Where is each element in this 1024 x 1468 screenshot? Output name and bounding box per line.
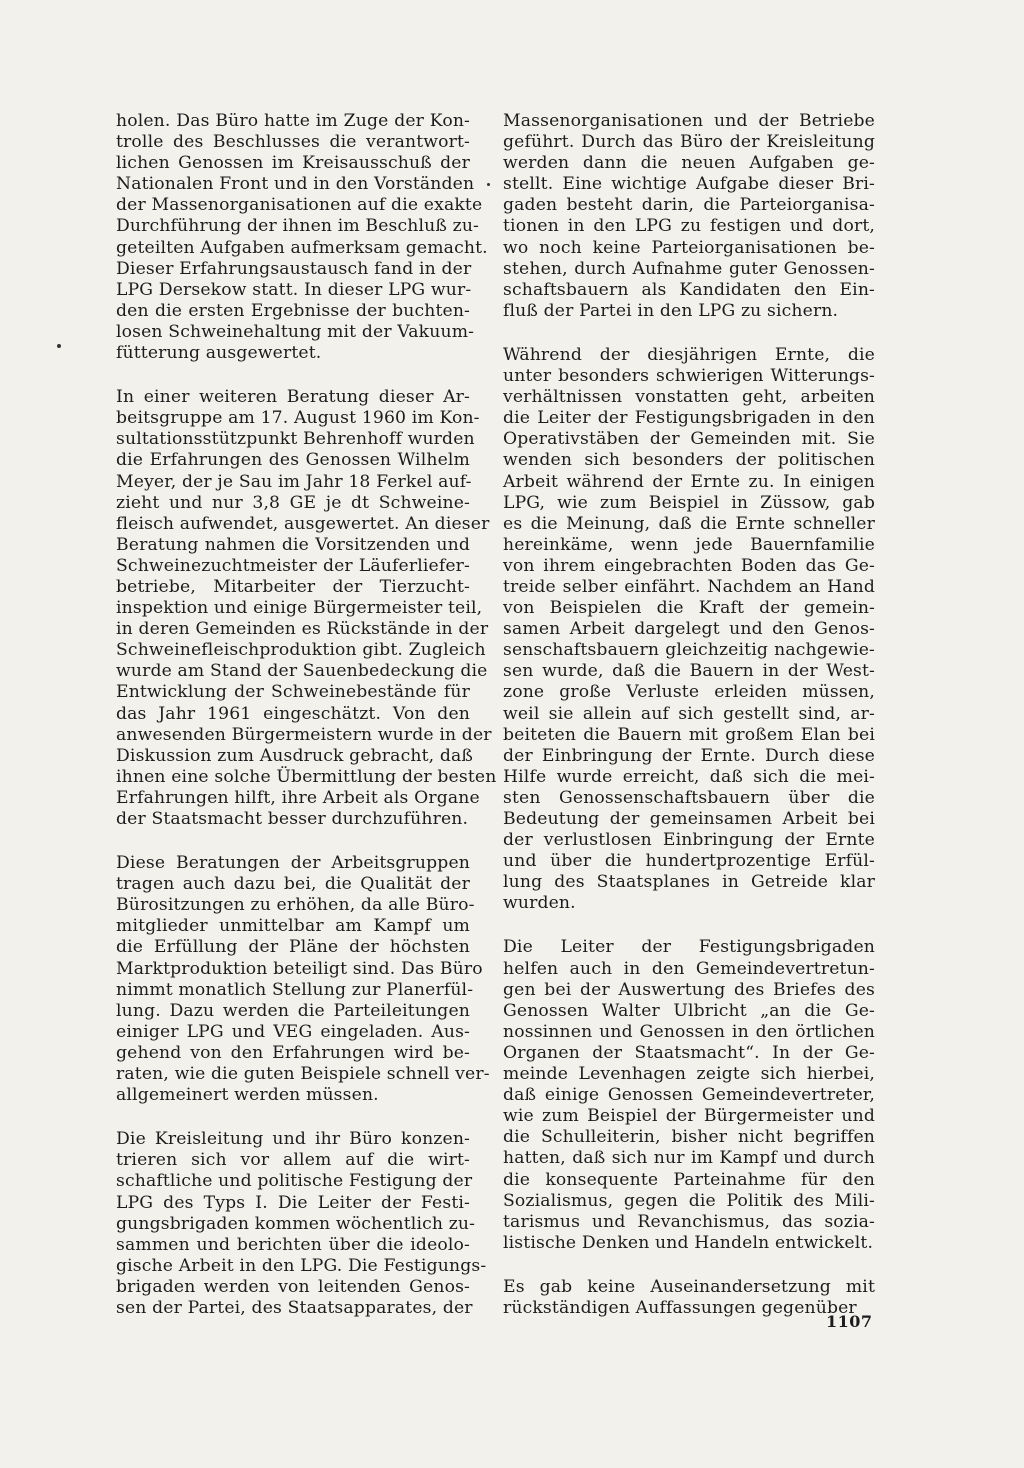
- text-line: Bedeutung der gemeinsamen Arbeit bei: [503, 809, 875, 829]
- text-line: wie zum Beispiel der Bürgermeister und: [503, 1106, 875, 1127]
- text-line: nossinnen und Genossen in den örtlichen: [503, 1021, 875, 1042]
- text-line: tarismus und Revanchismus, das sozia-: [503, 1211, 875, 1232]
- text-line: hatten, daß sich nur im Kampf und durch: [503, 1148, 875, 1169]
- text-line: Entwicklung der Schweinebestände für: [116, 682, 470, 703]
- text-line: von ihrem eingebrachten Boden das Ge-: [503, 555, 875, 576]
- text-line: Diskussion zum Ausdruck gebracht, daß: [116, 745, 474, 766]
- text-line: Genossen Walter Ulbricht „an die Ge-: [503, 1000, 875, 1021]
- text-line: gehend von den Erfahrungen wird be-: [116, 1042, 470, 1063]
- text-line: schaftliche und politische Festigung der: [116, 1171, 473, 1192]
- text-line: fluß der Partei in den LPG zu sichern.: [503, 300, 839, 321]
- text-line: ihnen eine solche Übermittlung der besten: [116, 766, 497, 787]
- text-line: die Leiter der Festigungsbrigaden in den: [503, 408, 875, 429]
- paragraph: [503, 937, 875, 1253]
- text-line: von Beispielen die Kraft der gemein-: [503, 598, 875, 619]
- text-line: sen der Partei, des Staatsapparates, der: [116, 1297, 473, 1318]
- text-line: zieht und nur 3,8 GE je dt Schweine-: [116, 492, 470, 513]
- paragraph: [116, 853, 490, 1106]
- text-line: tionen in den LPG zu festigen und dort,: [503, 216, 875, 237]
- text-line: gen bei der Auswertung des Briefes des: [503, 979, 875, 1000]
- text-line: die Erfüllung der Pläne der höchsten: [116, 937, 470, 958]
- text-line: beiteten die Bauern mit großem Elan bei: [503, 724, 875, 745]
- text-line: lung des Staatsplanes in Getreide klar: [503, 872, 875, 893]
- page-number: 1107: [826, 1312, 873, 1331]
- text-line: wenden sich besonders der politischen: [503, 450, 875, 471]
- text-line: Beratung nahmen die Vorsitzenden und: [116, 534, 470, 555]
- text-line: Meyer, der je Sau im Jahr 18 Ferkel auf-: [116, 471, 472, 492]
- text-line: sammen und berichten über die ideolo-: [116, 1234, 470, 1255]
- text-line: hereinkäme, wenn jede Bauernfamilie: [503, 534, 875, 555]
- text-line: geteilten Aufgaben aufmerksam gemacht.: [116, 237, 488, 258]
- paragraph: [503, 111, 875, 322]
- text-line: listische Denken und Handeln entwickelt.: [503, 1232, 874, 1253]
- text-line: Bürositzungen zu erhöhen, da alle Büro-: [116, 895, 475, 916]
- text-line: Während der diesjährigen Ernte, die: [503, 344, 875, 365]
- text-line: anwesenden Bürgermeistern wurde in der: [116, 724, 492, 745]
- text-line: Organen der Staatsmacht“. In der Ge-: [503, 1042, 875, 1063]
- text-line: die Schulleiterin, bisher nicht begriffen: [503, 1127, 875, 1148]
- text-line: schaftsbauern als Kandidaten den Ein-: [503, 279, 875, 300]
- text-line: fleisch aufwendet, ausgewertet. An dieser: [116, 513, 490, 534]
- text-line: der verlustlosen Einbringung der Ernte: [503, 830, 875, 851]
- right-column: [503, 111, 875, 1342]
- text-line: den die ersten Ergebnisse der buchten-: [116, 300, 470, 321]
- text-line: gaden besteht darin, die Parteiorganisa-: [503, 195, 875, 216]
- text-line: das Jahr 1961 eingeschätzt. Von den: [116, 703, 470, 724]
- text-line: der Einbringung der Ernte. Durch diese: [503, 745, 875, 766]
- text-line: LPG Dersekow statt. In dieser LPG wur-: [116, 279, 472, 300]
- text-line: in deren Gemeinden es Rückstände in der: [116, 619, 489, 640]
- text-line: helfen auch in den Gemeindevertretun-: [503, 958, 875, 979]
- text-line: daß einige Genossen Gemeindevertreter,: [503, 1085, 875, 1106]
- text-line: losen Schweinehaltung mit der Vakuum-: [116, 321, 475, 342]
- scan-speck: [57, 344, 61, 348]
- text-line: Die Kreisleitung und ihr Büro konzen-: [116, 1129, 470, 1150]
- text-line: fütterung ausgewertet.: [116, 343, 322, 364]
- text-line: treide selber einfährt. Nachdem an Hand: [503, 576, 875, 597]
- text-line: stehen, durch Aufnahme guter Genossen-: [503, 258, 875, 279]
- text-line: allgemeinert werden müssen.: [116, 1085, 379, 1106]
- text-line: inspektion und einige Bürgermeister teil,: [116, 598, 483, 619]
- paragraph: [116, 1129, 487, 1319]
- text-line: Die Leiter der Festigungsbrigaden: [503, 937, 875, 958]
- text-line: wo noch keine Parteiorganisationen be-: [503, 237, 875, 258]
- text-line: Operativstäben der Gemeinden mit. Sie: [503, 429, 875, 450]
- text-line: Sozialismus, gegen die Politik des Mili-: [503, 1190, 875, 1211]
- paragraph: [503, 1277, 875, 1319]
- text-line: Arbeit während der Ernte zu. In einigen: [503, 471, 875, 492]
- scan-speck: [487, 183, 490, 186]
- text-line: trolle des Beschlusses die verantwort-: [116, 132, 470, 153]
- text-line: Durchführung der ihnen im Beschluß zu-: [116, 216, 479, 237]
- text-line: die Erfahrungen des Genossen Wilhelm: [116, 450, 470, 471]
- text-line: verhältnissen vonstatten geht, arbeiten: [503, 387, 875, 408]
- text-line: geführt. Durch das Büro der Kreisleitung: [503, 132, 875, 153]
- text-line: tragen auch dazu bei, die Qualität der: [116, 874, 470, 895]
- text-line: der Staatsmacht besser durchzuführen.: [116, 809, 469, 829]
- text-line: zone große Verluste erleiden müssen,: [503, 682, 875, 703]
- text-line: holen. Das Büro hatte im Zuge der Kon-: [116, 111, 470, 131]
- text-line: Hilfe wurde erreicht, daß sich die mei-: [503, 766, 875, 787]
- text-line: einiger LPG und VEG eingeladen. Aus-: [116, 1021, 470, 1042]
- text-line: Erfahrungen hilft, ihre Arbeit als Organe: [116, 787, 480, 808]
- text-line: Nationalen Front und in den Vorständen: [116, 174, 475, 195]
- text-line: meinde Levenhagen zeigte sich hierbei,: [503, 1064, 875, 1085]
- text-line: stellt. Eine wichtige Aufgabe dieser Bri-: [503, 174, 875, 195]
- text-line: Schweinefleischproduktion gibt. Zugleich: [116, 640, 486, 661]
- text-line: rückständigen Auffassungen gegenüber: [503, 1297, 857, 1318]
- text-line: Massenorganisationen und der Betriebe: [503, 111, 875, 131]
- text-line: gische Arbeit in den LPG. Die Festigungs-: [116, 1255, 487, 1276]
- text-line: Marktproduktion beteiligt sind. Das Büro: [116, 958, 483, 979]
- paragraph: [503, 345, 875, 915]
- paragraph: [116, 111, 488, 364]
- text-line: LPG des Typs I. Die Leiter der Festi-: [116, 1192, 470, 1213]
- text-line: lichen Genossen im Kreisausschuß der: [116, 153, 470, 174]
- text-line: der Massenorganisationen auf die exakte: [116, 195, 483, 216]
- text-line: sten Genossenschaftsbauern über die: [503, 787, 875, 808]
- text-line: gungsbrigaden kommen wöchentlich zu-: [116, 1213, 476, 1234]
- text-line: wurden.: [503, 893, 576, 914]
- text-line: unter besonders schwierigen Witterungs-: [503, 366, 875, 387]
- left-column: [116, 111, 497, 1342]
- text-line: Es gab keine Auseinandersetzung mit: [503, 1276, 875, 1297]
- text-line: Diese Beratungen der Arbeitsgruppen: [116, 853, 470, 874]
- text-line: In einer weiteren Beratung dieser Ar-: [116, 387, 470, 408]
- text-line: brigaden werden von leitenden Genos-: [116, 1276, 470, 1297]
- text-line: werden dann die neuen Aufgaben ge-: [503, 153, 875, 174]
- text-line: die konsequente Parteinahme für den: [503, 1169, 875, 1190]
- text-line: sen wurde, daß die Bauern in der West-: [503, 661, 875, 682]
- text-line: und über die hundertprozentige Erfül-: [503, 851, 875, 872]
- text-line: weil sie allein auf sich gestellt sind, ar-: [503, 703, 875, 724]
- text-line: samen Arbeit dargelegt und den Genos-: [503, 619, 875, 640]
- text-line: raten, wie die guten Beispiele schnell ver-: [116, 1064, 490, 1085]
- text-line: senschaftsbauern gleichzeitig nachgewie-: [503, 640, 875, 661]
- text-line: nimmt monatlich Stellung zur Planerfül-: [116, 979, 474, 1000]
- text-line: es die Meinung, daß die Ernte schneller: [503, 513, 875, 534]
- text-line: betriebe, Mitarbeiter der Tierzucht-: [116, 576, 470, 597]
- text-line: Schweinezuchtmeister der Läuferliefer-: [116, 555, 470, 576]
- text-line: wurde am Stand der Sauenbedeckung die: [116, 661, 488, 682]
- text-line: mitglieder unmittelbar am Kampf um: [116, 916, 470, 937]
- text-line: lung. Dazu werden die Parteileitungen: [116, 1000, 470, 1021]
- text-line: LPG, wie zum Beispiel in Züssow, gab: [503, 492, 875, 513]
- text-line: sultationsstützpunkt Behrenhoff wurden: [116, 429, 475, 450]
- paragraph: [116, 387, 497, 830]
- text-line: trieren sich vor allem auf die wirt-: [116, 1150, 470, 1171]
- text-line: Dieser Erfahrungsaustausch fand in der: [116, 258, 472, 279]
- text-line: beitsgruppe am 17. August 1960 im Kon-: [116, 408, 480, 429]
